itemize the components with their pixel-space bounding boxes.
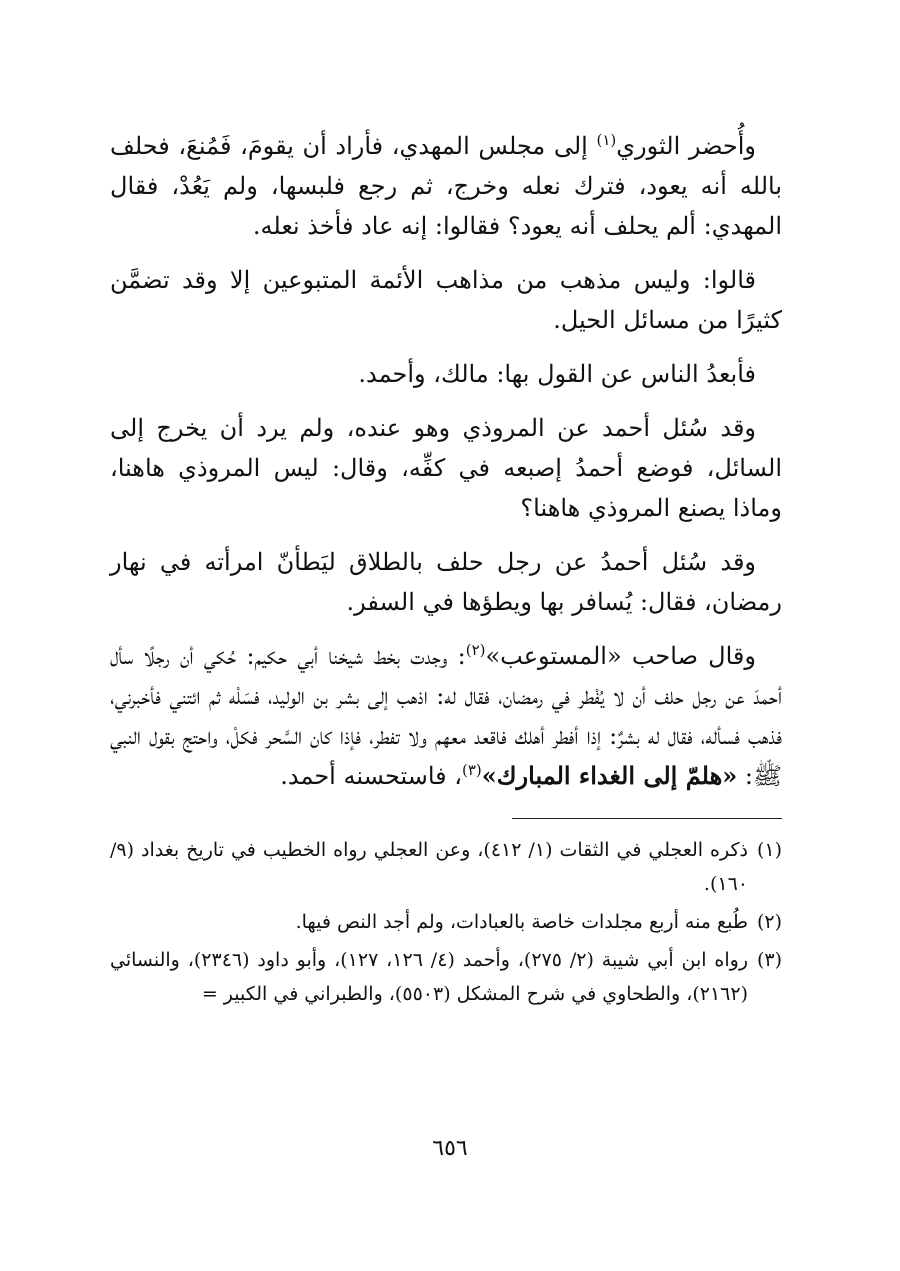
footnote-separator	[512, 818, 782, 819]
footnote-2-text: طُبع منه أربع مجلدات خاصة بالعبادات، ولم أجد النص فيها.	[295, 911, 748, 933]
paragraph-2-text: قالوا: وليس مذهب من مذاهب الأئمة المتبوعين إلا وقد تضمَّن كثيرًا من مسائل الحيل.	[110, 266, 782, 334]
hadith-quote: «هلمّ إلى الغداء المبارك»	[481, 761, 738, 790]
footnote-3	[110, 943, 782, 1011]
footnote-3-text: رواه ابن أبي شيبة (٢/ ٢٧٥)، وأحمد (٤/ ١٢٦، ١٢٧)، وأبو داود (٢٣٤٦)، والنسائي (٢١٦٢)، والطحاوي في شرح المشكل (٥٥٠٣)، والطبراني في الكبير =	[110, 949, 749, 1005]
footnote-3-number: (٣)	[756, 949, 782, 971]
paragraph-1	[110, 126, 782, 246]
paragraph-1-text-b: إلى مجلس المهدي، فأراد أن يقومَ، فَمُنعَ، فحلف بالله أنه يعود، فترك نعله وخرج، ثم رجع فلبسها، ولم يَعُدْ، فقال المهدي: ألم يحلف أنه يعود؟ فقالوا: إنه عاد فأخذ نعله.	[110, 132, 783, 240]
footnote-1-number: (١)	[756, 839, 782, 861]
paragraph-5	[110, 542, 782, 622]
footnote-ref-1: (١)	[596, 131, 617, 149]
paragraph-6-text-b: : وجدت بخط شيخنا أبي حكيم: حُكي أن رجلًا سأل أحمدَ عن رجل حلف أن لا يُفْطر في رمضان، فقال له: اذهب إلى بشر بن الوليد، فسَلْه ثم ائتني فأخبرني، فذهب فسأله، فقال له بشرٌ: إذا أفطر أهلك فاقعد معهم ولا تفطر، فإذا كان السَّحر فكلْ، واحتج بقول النبي ﷺ:	[110, 642, 782, 790]
paragraph-4-text: وقد سُئل أحمد عن المروذي وهو عنده، ولم يرد أن يخرج إلى السائل، فوضع أحمدُ إصبعه في كفِّه، وقال: ليس المروذي هاهنا، وماذا يصنع المروذي هاهنا؟	[110, 414, 782, 522]
page-body	[110, 118, 782, 1015]
paragraph-4	[110, 408, 782, 528]
footnote-ref-2: (٢)	[465, 641, 486, 659]
page-number: ٦٥٦	[432, 1136, 468, 1161]
paragraph-5-text: وقد سُئل أحمدُ عن رجل حلف بالطلاق ليَطأنّ امرأته في نهار رمضان، فقال: يُسافر بها ويطؤها في السفر.	[110, 548, 782, 616]
paragraph-1-text-a: وأُحضر الثوري	[616, 132, 756, 160]
footnote-2-number: (٢)	[756, 911, 782, 933]
paragraph-6-text-a: وقال صاحب «المستوعب»	[485, 642, 756, 670]
footnote-1	[110, 833, 782, 901]
footnote-ref-3: (٣)	[461, 761, 482, 779]
paragraph-3-text: فأبعدُ الناس عن القول بها: مالك، وأحمد.	[358, 360, 756, 388]
footnote-1-text: ذكره العجلي في الثقات (١/ ٤١٢)، وعن العجلي رواه الخطيب في تاريخ بغداد (٩/ ١٦٠).	[110, 839, 748, 895]
paragraph-3	[110, 354, 782, 394]
paragraph-6	[110, 636, 782, 796]
paragraph-6-text-c: ، فاستحسنه أحمد.	[280, 762, 462, 790]
footnote-2	[110, 905, 782, 939]
paragraph-2	[110, 260, 782, 340]
